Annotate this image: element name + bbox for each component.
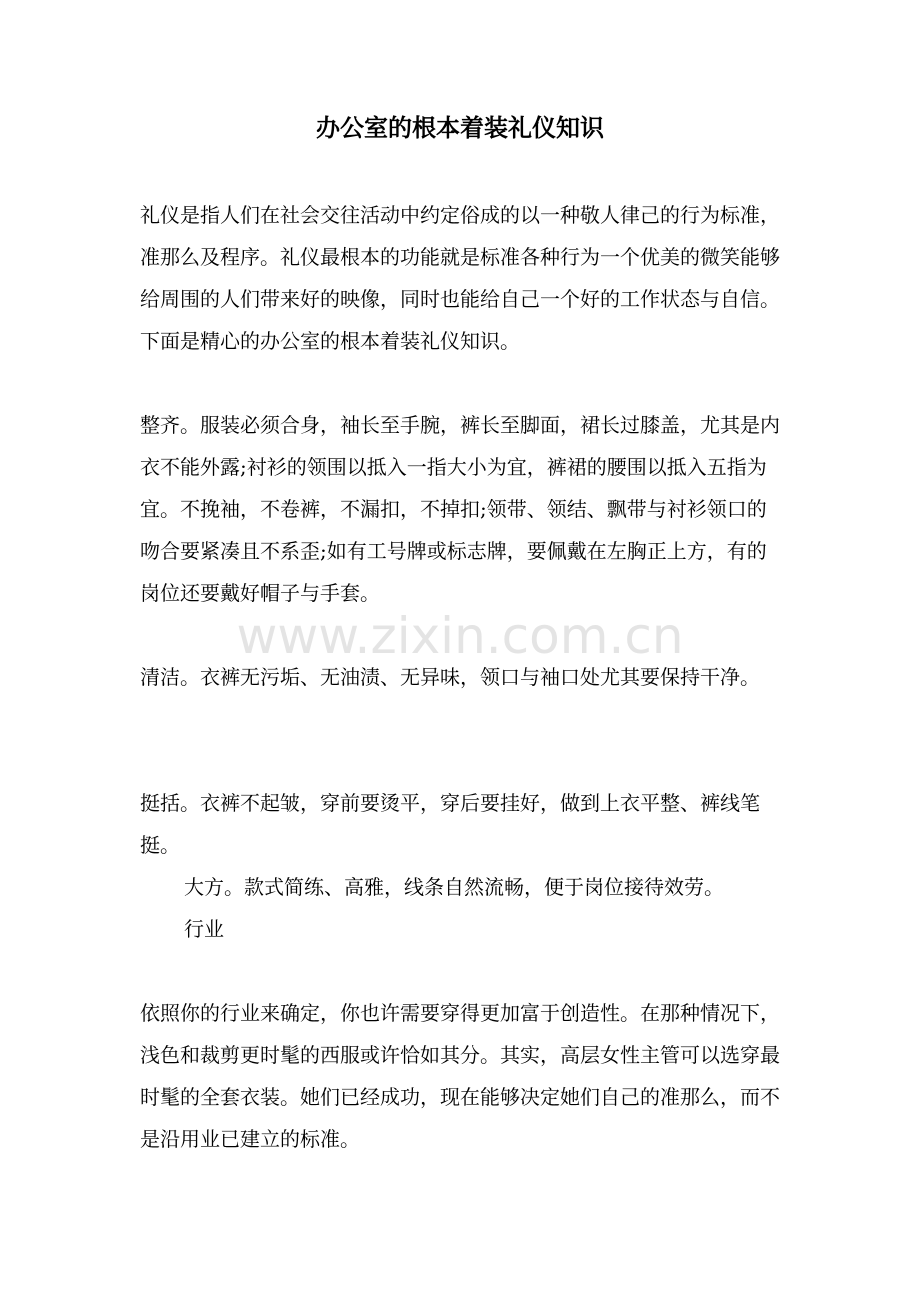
section-heading-industry: 行业 <box>184 917 224 941</box>
paragraph-industry: 依照你的行业来确定，你也许需要穿得更加富于创造性。在那种情况下，浅色和裁剪更时髦的西服或许恰如其分。其实，高层女性主管可以选穿最时髦的全套衣装。她们已经成功，现在能够决定她们自己的准那么，而不是沿用业已建立的标准。 <box>140 1001 780 1151</box>
paragraph-elegance: 大方。款式简练、高雅，线条自然流畅，便于岗位接待效劳。 <box>184 875 724 899</box>
paragraph-crispness: 挺括。衣裤不起皱，穿前要烫平，穿后要挂好，做到上衣平整、裤线笔挺。 <box>140 791 760 857</box>
paragraph-cleanliness: 清洁。衣裤无污垢、无油渍、无异味，领口与袖口处尤其要保持干净。 <box>140 665 760 689</box>
paragraph-intro: 礼仪是指人们在社会交往活动中约定俗成的以一种敬人律己的行为标准，准那么及程序。礼仪最根本的功能就是标准各种行为一个优美的微笑能够给周围的人们带来好的映像，同时也能给自己一个好的工作状态与自信。下面是精心的办公室的根本着装礼仪知识。 <box>140 203 780 353</box>
watermark: www.zixin.com.cn <box>236 607 684 665</box>
page-title: 办公室的根本着装礼仪知识 <box>316 113 604 142</box>
paragraph-neatness: 整齐。服装必须合身，袖长至手腕，裤长至脚面，裙长过膝盖，尤其是内衣不能外露;衬衫的领围以抵入一指大小为宜，裤裙的腰围以抵入五指为宜。不挽袖，不卷裤，不漏扣，不掉扣;领带、领结、飘带与衬衫领口的吻合要紧凑且不系歪;如有工号牌或标志牌，要佩戴在左胸正上方，有的岗位还要戴好帽子与手套。 <box>140 413 780 605</box>
